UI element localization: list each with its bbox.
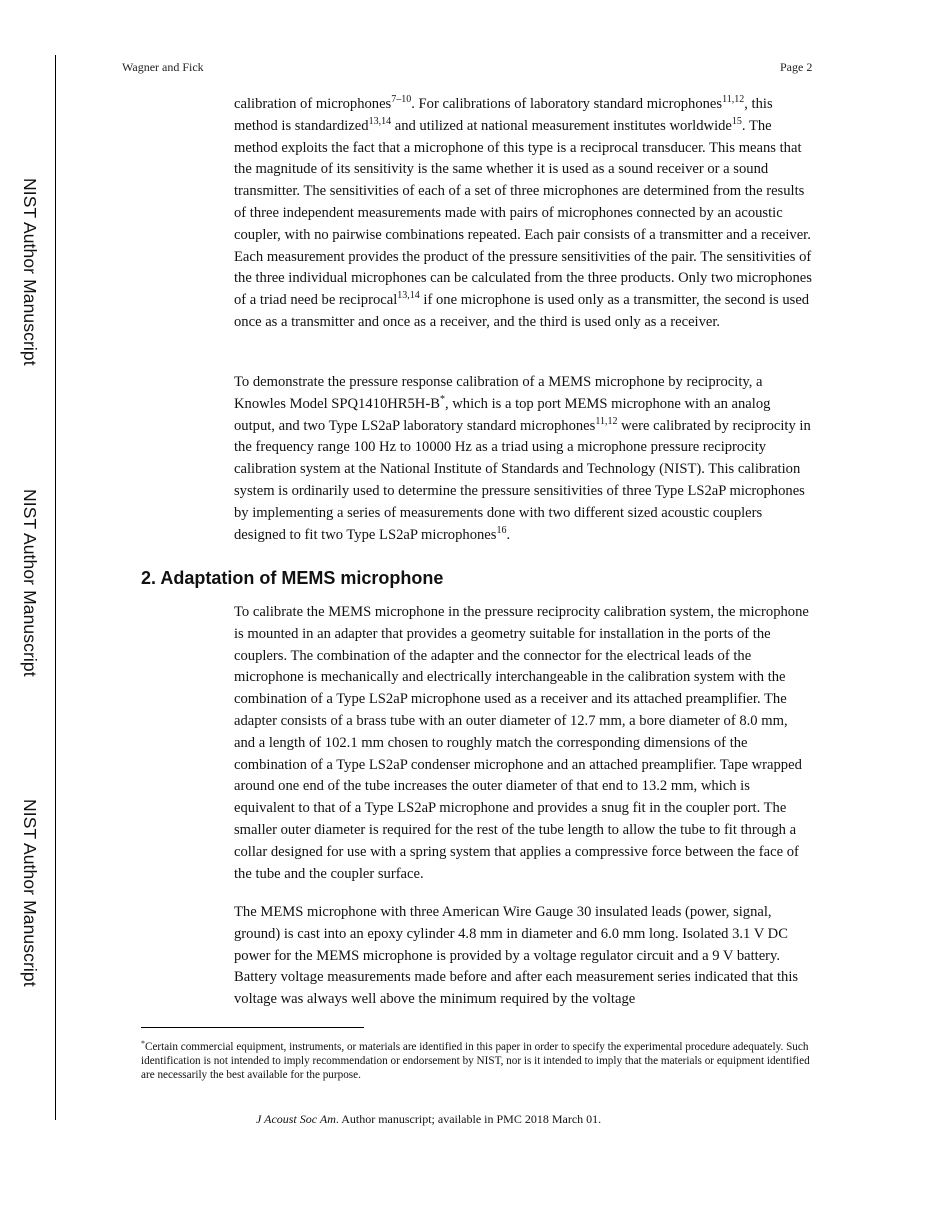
- running-head-authors: Wagner and Fick: [122, 60, 204, 74]
- footer-citation: J Acoust Soc Am. Author manuscript; available in PMC 2018 March 01.: [256, 1112, 602, 1126]
- paragraph-mems-leads: The MEMS microphone with three American Wire Gauge 30 insulated leads (power, signal, ground) is cast into an epoxy cylinder 4.8 mm in diameter and 6.0 mm long. Isolated 3.1 V DC power for the MEMS microphone is provided by a voltage regulator circuit and a 9 V battery. Battery voltage measurements made before and after each measurement series indicated that this voltage was always well above the minimum required by the voltage: [234, 904, 799, 1008]
- margin-rule: [55, 55, 56, 1120]
- paragraph-demonstration: To demonstrate the pressure response calibration of a MEMS microphone by reciprocity, a Knowles Model SPQ1410HR5H-B*, which is a top port MEMS microphone with an analog output, and two Type LS2aP laboratory standard microphones$^{11,12}$ were calibrated by reciprocity in the frequency range 100 Hz to 10000 Hz as a triad using a microphone pressure reciprocity calibration system at the National Institute of Standards and Technology (NIST). This calibration system is ordinarily used to determine the pressure sensitivities of three Type LS2aP microphones by implementing a series of measurements done with two different sized acoustic couplers designed to fit two Type LS2aP microphones$^{16}$.: [234, 374, 811, 543]
- footnote: *Certain commercial equipment, instruments, or materials are identified in this paper in order to specify the experimental procedure adequately. Such identification is not intended to imply recommendation or endorsement by NIST, nor is it intended to imply that the materials or equipment identified are necessarily the best available for the purpose.: [141, 1039, 810, 1082]
- running-head-page: Page 2: [780, 60, 813, 74]
- section-heading: 2. Adaptation of MEMS microphone: [141, 568, 444, 588]
- footnote-rule: [141, 1027, 364, 1028]
- paragraph-reciprocity-method: calibration of microphones$^{7-10}$. For calibrations of laboratory standard microphones$^{11,12}$, this method is standardized$^{13,14}$ and utilized at national measurement institutes worldwide$^{15}$. The method exploits the fact that a microphone of this type is a reciprocal transducer. This means that the magnitude of its sensitivity is the same whether it is used as a sound receiver or a sound transmitter. The sensitivities of each of a set of three microphones are determined from the results of three independent measurements made with pairs of microphones connected by an acoustic coupler, with no pairwise combinations repeated. Each pair consists of a transmitter and a receiver. Each measurement provides the product of the pressure sensitivities of the pair. The sensitivities of the three individual microphones can be calculated from the three products. Only two microphones of a triad need be reciprocal$^{13,14}$ if one microphone is used only as a transmitter, the second is used once as a transmitter and once as a receiver, and the third is used only as a receiver.: [234, 94, 812, 330]
- paragraph-adapter: To calibrate the MEMS microphone in the pressure reciprocity calibration system, the microphone is mounted in an adapter that provides a geometry suitable for installation in the ports of the couplers. The combination of the adapter and the connector for the electrical leads of the microphone is mechanically and electrically interchangeable in the calibration system with the combination of a Type LS2aP microphone used as a receiver and its attached preamplifier. The adapter consists of a brass tube with an outer diameter of 12.7 mm, a bore diameter of 8.0 mm, and a length of 102.1 mm chosen to roughly match the corresponding dimensions of the combination of a Type LS2aP condenser microphone and an attached preamplifier. Tape wrapped around one end of the tube increases the outer diameter of that end to 13.2 mm, which is equivalent to that of a Type LS2aP microphone and provides a snug fit in the coupler port. The smaller outer diameter is required for the rest of the tube length to allow the tube to fit through a collar designed for use with a spring system that applies a compressive force between the face of the tube and the coupler surface.: [234, 604, 809, 882]
